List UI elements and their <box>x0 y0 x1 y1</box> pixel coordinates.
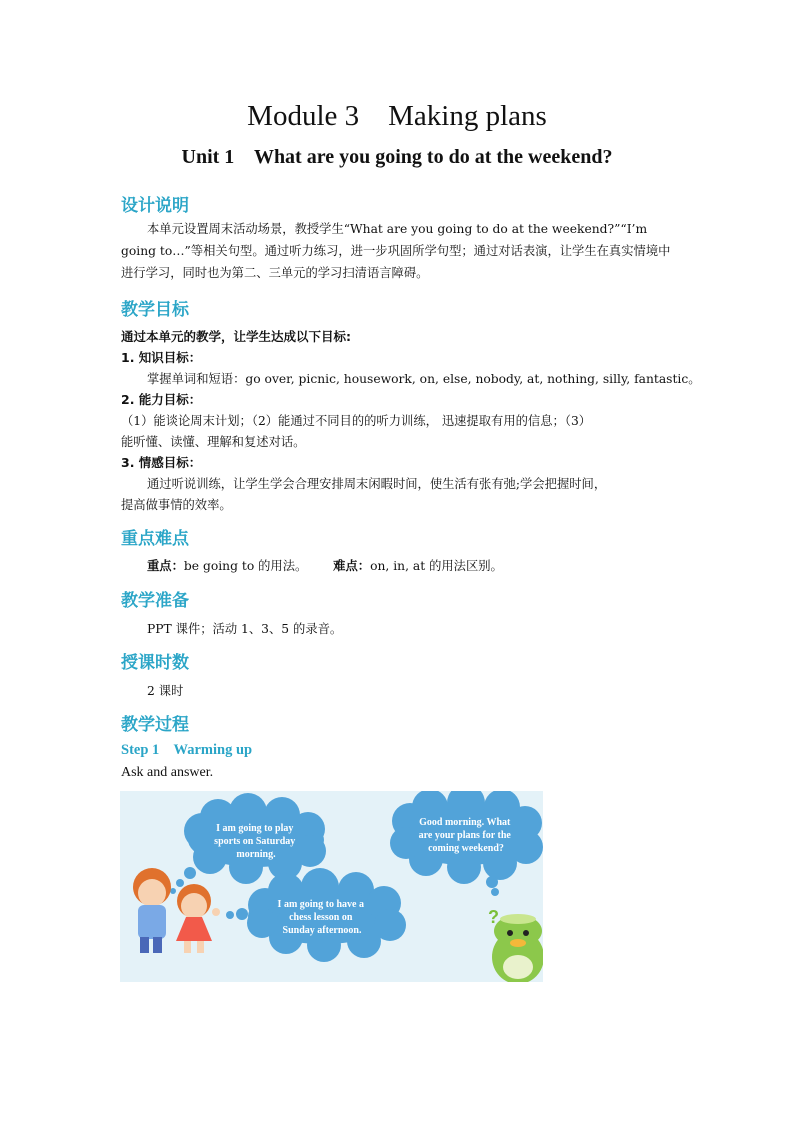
hours-heading: 授课时数 <box>121 653 189 673</box>
design-heading: 设计说明 <box>121 196 189 216</box>
key-label: 重点： <box>147 559 184 573</box>
ability-line-2: 能听懂、读懂、理解和复述对话。 <box>121 435 306 449</box>
bubble-2-line-2: are your plans for the <box>418 830 511 841</box>
key-line <box>147 556 503 574</box>
step-title: Step 1 Warming up <box>121 742 253 758</box>
hours-text: 2 课时 <box>147 684 184 698</box>
frog-character <box>492 914 543 982</box>
bubble-1-line-2: sports on Saturday <box>214 836 296 847</box>
key-heading: 重点难点 <box>121 529 189 549</box>
difficulty-text: on, in, at 的用法区别。 <box>370 559 503 573</box>
warmup-illustration <box>120 791 543 982</box>
goals-intro: 通过本单元的教学，让学生达成以下目标: <box>121 329 351 344</box>
difficulty-label: 难点： <box>333 559 371 573</box>
process-heading: 教学过程 <box>121 715 189 735</box>
bubble-1-line-3: morning. <box>236 849 276 860</box>
module-title: Module 3 Making plans <box>247 100 547 132</box>
emotion-label: 3. 情感目标： <box>121 455 202 470</box>
bubble-3-line-1: I am going to have a <box>277 899 364 910</box>
bubble-3-line-2: chess lesson on <box>289 912 353 923</box>
bubble-3-text <box>278 899 367 936</box>
bubble-2-line-1: Good morning. What <box>419 817 511 828</box>
design-paragraph: 本单元设置周末活动场景，教授学生“What are you going to do at the weekend?”“I’m going to…”等相关句型。通过听力练习，进一步巩固所学句型；通过对话表演，让学生在真实情境中进行学习，同时也为第二、三单元的学习扫清语言障碍。 <box>121 222 671 280</box>
knowledge-label: 1. 知识目标： <box>121 350 202 365</box>
prep-heading: 教学准备 <box>121 591 189 611</box>
emotion-line-1: 通过听说训练，让学生学会合理安排周末闲暇时间，使生活有张有弛;学会把握时间， <box>147 477 607 491</box>
key-text: be going to 的用法。 <box>183 559 308 573</box>
ability-label: 2. 能力目标： <box>121 392 202 407</box>
prep-text: PPT 课件；活动 1、3、5 的录音。 <box>147 622 343 636</box>
knowledge-text: 掌握单词和短语：go over, picnic, housework, on, else, nobody, at, nothing, silly, fantastic。 <box>147 372 701 386</box>
goals-heading: 教学目标 <box>121 300 189 320</box>
bubble-1-line-1: I am going to play <box>216 823 294 834</box>
ability-line-1: （1）能谈论周末计划；（2）能通过不同目的的听力训练， 迅速提取有用的信息；（3） <box>121 414 592 428</box>
bubble-2-line-3: coming weekend? <box>428 843 504 854</box>
unit-subtitle: Unit 1 What are you going to do at the weekend? <box>181 146 613 168</box>
question-mark: ? <box>488 907 499 927</box>
bubble-3-line-3: Sunday afternoon. <box>282 925 362 936</box>
step-instruction: Ask and answer. <box>121 765 214 780</box>
emotion-line-2: 提高做事情的效率。 <box>121 498 232 512</box>
bubble-2-text <box>419 817 514 854</box>
